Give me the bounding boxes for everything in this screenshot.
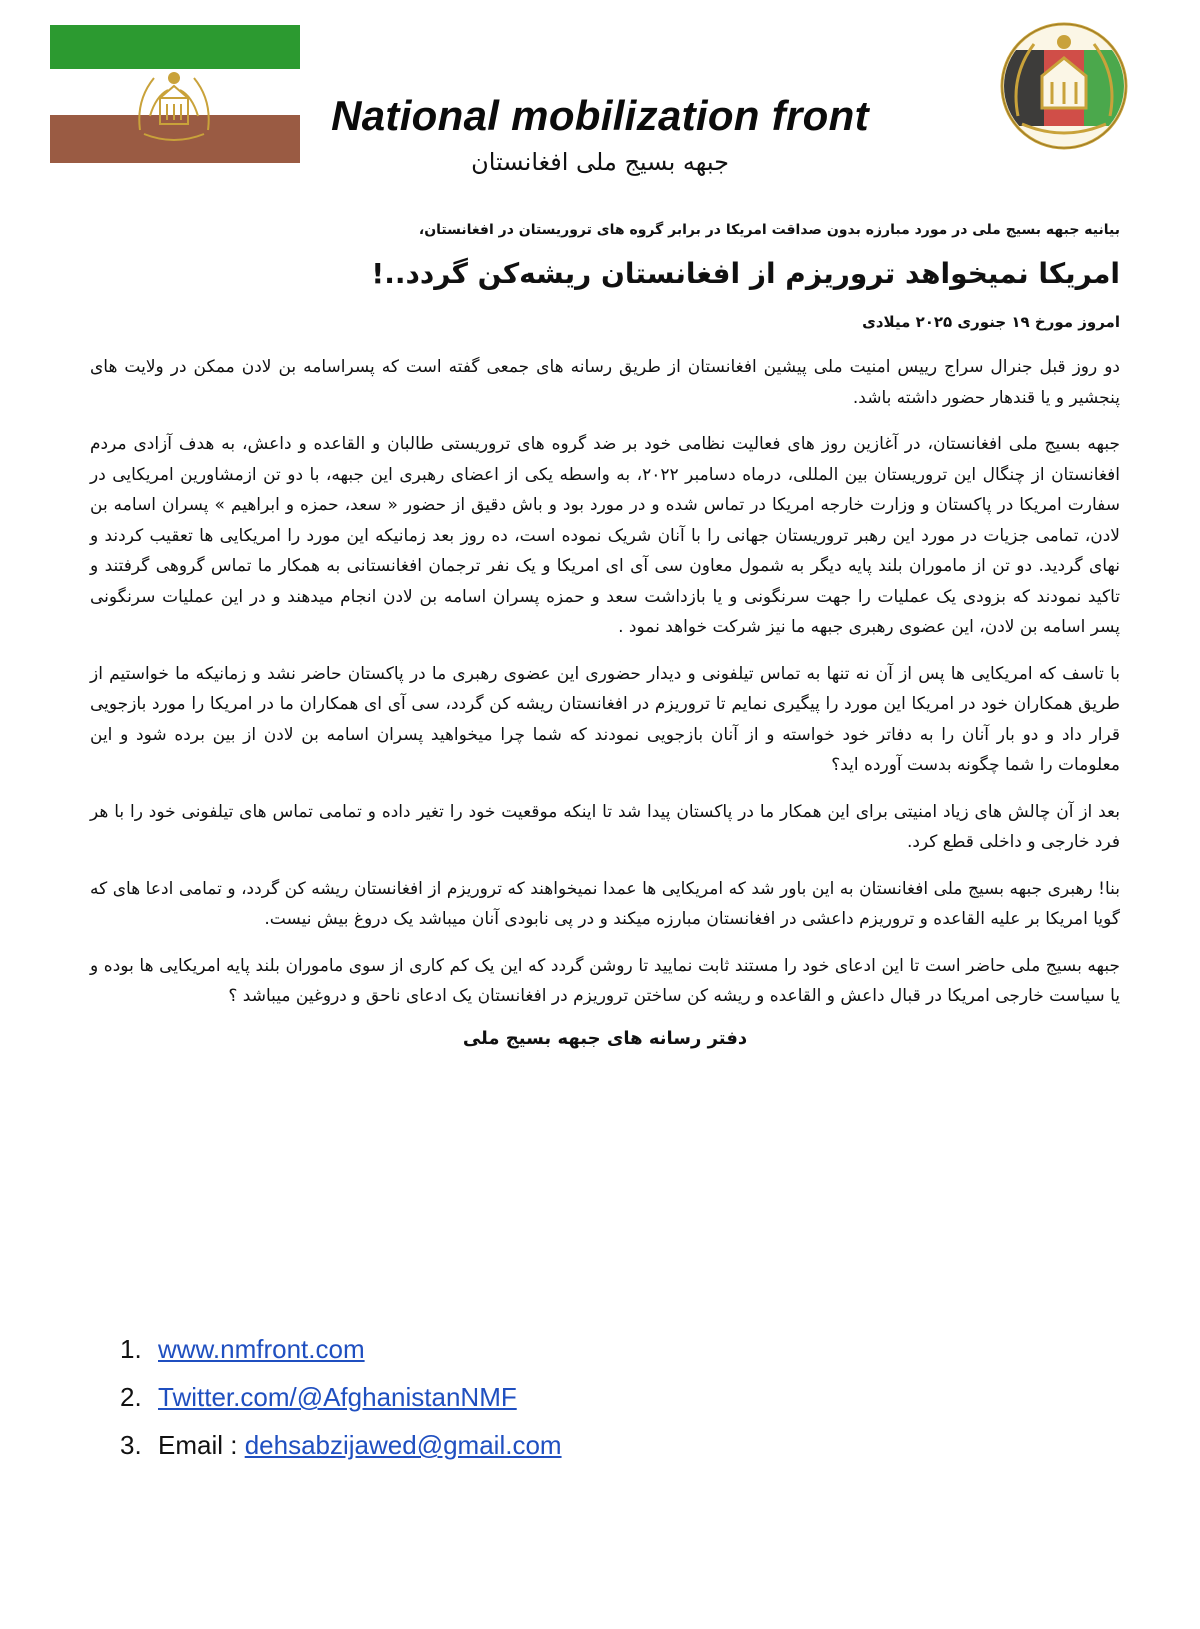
signature: دفتر رسانه های جبهه بسیج ملی [462, 1027, 748, 1049]
paragraph-5: بنا! رهبری جبهه بسیج ملی افغانستان به این باور شد که امریکایی ها عمدا نمیخواهند که تروریزم از افغانستان ریشه کن گردد، و تمامی ادعا های که گویا امریکا بر علیه القاعده و تروریزم داعشی در افغانستان مبارزه میکند و در پی نابودی آنان میباشد یک دروغ بیش نیست. [90, 878, 1120, 929]
national-emblem-seal-icon [1000, 20, 1128, 150]
paragraph-2: جبهه بسیج ملی افغانستان، در آغازین روز های فعالیت نظامی خود بر ضد گروه های تروریستی طالبان و القاعده و داعش، به هدف آزادی مردم افغانستان از چنگال این تروریستان بین المللی، درماه دسامبر ۲۰۲۲، به واسطه یکی از اعضای رهبری این جبهه، با دو تن ازمشاورین امریکایی در سفارت امریکا در پاکستان و وزارت خارجه امریکا در تماس شده و در مورد بود و باش دقیق از حضور « سعد، حمزه و ابراهیم » پسران اسامه بن لادن، تمامی جزیات در مورد این رهبر تروریستان جهانی را با آنان شریک نموده است، ده روز بعد زمانیکه این مورد را امریکایی ها تعقیب کردند و نهای گردید. دو تن از ماموران بلند پایه دیگر به شمول معاون سی آی ای امریکا و یک نفر ترجمان افغانستانی به همکار ما تماس گروهی گرفتند و تاکید نمودند که بزودی یک عملیات را جهت سرنگونی و یا بازداشت سعد و حمزه پسران اسامه بن لادن انجام میدهند و در این عملیات سرنگونی پسر اسامه بن لادن، این عضوی رهبری جبهه ما نیز شرکت خواهد نمود . [90, 434, 1120, 637]
paragraph-3: با تاسف که امریکایی ها پس از آن نه تنها به تماس تیلفونی و دیدار حضوری این عضوی رهبری ما در پاکستان حاضر نشد و زمانیکه ما خواستیم از طریق همکاران خود در امریکا این مورد را پیگیری نمایم تا تروریزم در افغانستان ریشه کن گردد، سی آی ای همکاران ما در امریکا را مورد بازجویی قرار داد و دو بار آنان را به دفاتر خود خواسته و از آنان بازجویی نمودند که شما چرا میخواهید پسران اسامه بن لادن از بین برده شود و این معلومات را شما چگونه بدست آورده اید؟ [90, 663, 1120, 775]
twitter-link[interactable]: Twitter.com/@AfghanistanNMF [158, 1382, 517, 1412]
paragraph-6: جبهه بسیج ملی حاضر است تا این ادعای خود را مستند ثابت نمایید تا روشن گردد که این یک کم کاری از سوی ماموران بلند پایه امریکایی ها بوده و یا سیاست خارجی امریکا در قبال داعش و القاعده و ریشه کن ساختن تروریزم در افغانستان یک ادعای ناحق و دروغین میباشد ؟ [90, 955, 1120, 1006]
paragraph-4: بعد از آن چالش های زیاد امنیتی برای این همکار ما در پاکستان پیدا شد تا اینکه موقعیت خود را تغیر داده و تمامی تماس های تیلفونی خود را با هر فرد خارجی و داخلی قطع کرد. [90, 801, 1120, 852]
statement-headline: امریکا نمیخواهد تروریزم از افغانستان ریشه‌کن گردد..! [371, 257, 1120, 290]
statement-subtitle: بیانیه جبهه بسیج ملی در مورد مبارزه بدون صداقت امریکا در برابر گروه های تروریستان در افغانستان، [418, 222, 1120, 238]
paragraph-1: دو روز قبل جنرال سراج رییس امنیت ملی پیشین افغانستان از طریق رسانه های جمعی گفته است که پسراسامه بن لادن ممکن در ولایت های پنجشیر و یا قندهار حضور داشته باشد. [90, 357, 1120, 408]
list-number: 2. [120, 1382, 142, 1412]
contact-links-list [120, 1325, 820, 1469]
website-link[interactable]: www.nmfront.com [158, 1334, 365, 1364]
list-number: 3. [120, 1430, 142, 1460]
email-label: Email : [158, 1430, 245, 1460]
statement-body [90, 218, 1120, 1049]
afghan-flag [50, 25, 300, 163]
list-item [120, 1373, 820, 1421]
organization-name-en: National mobilization front [331, 92, 869, 139]
email-link[interactable]: dehsabzijawed@gmail.com [244, 1430, 562, 1460]
flag-emblem-icon [130, 60, 218, 150]
statement-date: امروز مورخ ۱۹ جنوری ۲۰۲۵ میلادی [862, 313, 1120, 331]
list-item [120, 1325, 820, 1373]
organization-name-fa: جبهه بسیج ملی افغانستان [471, 148, 729, 176]
list-number: 1. [120, 1334, 142, 1364]
list-item [120, 1421, 820, 1469]
